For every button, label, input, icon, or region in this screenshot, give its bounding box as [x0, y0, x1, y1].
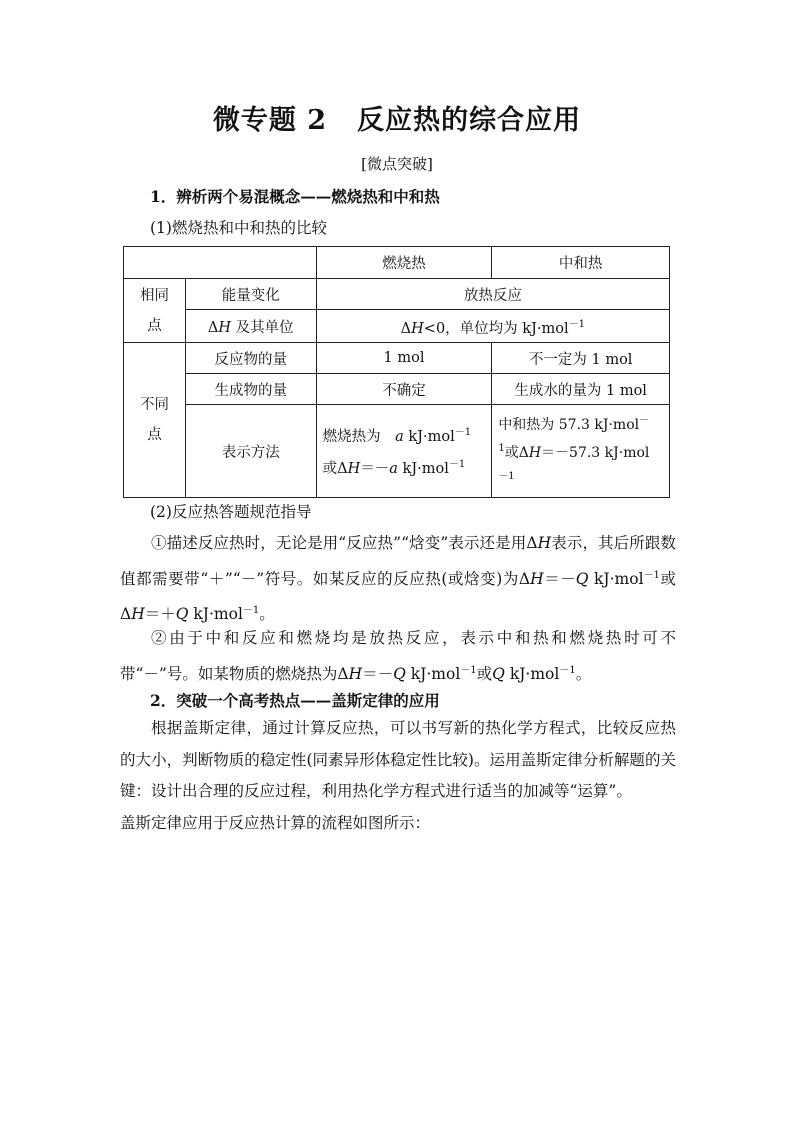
table-row [124, 310, 670, 343]
cell-dh-value: ΔH<0，单位均为 kJ·mol$^{-1}$ [316, 310, 669, 343]
table-header-neutral: 中和热 [492, 247, 670, 279]
section1-heading: 1．辨析两个易混概念——燃烧热和中和热 [150, 187, 440, 206]
paragraph-4: 盖斯定律应用于反应热计算的流程如图所示： [120, 813, 431, 832]
row-label-reactant: 反应物的量 [185, 343, 316, 374]
table-header-row [124, 247, 670, 279]
table-row [124, 405, 670, 498]
table-row [124, 343, 670, 374]
cell-expr-neutral: 中和热为 57.3 kJ·mol－ $^1$或ΔH＝－57.3 kJ·mol $^{-1}$ [492, 405, 670, 498]
group-same: 相同点 [124, 279, 186, 343]
page-title [0, 98, 794, 137]
cell-reactant-neutral: 不一定为 1 mol [492, 343, 670, 374]
row-label-product: 生成物的量 [185, 374, 316, 405]
table-row [124, 374, 670, 405]
cell-product-burn: 不确定 [316, 374, 492, 405]
section1-subheading: (1)燃烧热和中和热的比较 [150, 219, 327, 237]
comparison-table [123, 246, 670, 498]
section2-heading: 2．突破一个高考热点——盖斯定律的应用 [150, 691, 440, 710]
table-header-burn: 燃烧热 [316, 247, 492, 279]
title-part2: 反应热的综合应用 [357, 105, 582, 136]
group-diff: 不同点 [124, 343, 186, 498]
table-header-blank [124, 247, 317, 279]
title-part1: 微专题 2 [212, 105, 328, 136]
row-label-energy: 能量变化 [185, 279, 316, 310]
row-label-expr: 表示方法 [185, 405, 316, 498]
paragraph-1: ①描述反应热时，无论是用“反应热”“焓变”表示还是用ΔH表示，其后所跟数值都需要带“＋”“－”符号。如某反应的反应热(或焓变)为ΔH＝－Q kJ·mol$^{-1}$或ΔH＝＋Q kJ·mol$^{-1}$。 [120, 534, 676, 623]
paragraph-2: ②由于中和反应和燃烧均是放热反应，表示中和热和燃烧热时可不带“－”号。如某物质的燃烧热为ΔH＝－Q kJ·mol$^{-1}$或Q kJ·mol$^{-1}$。 [120, 629, 676, 683]
cell-product-neutral: 生成水的量为 1 mol [492, 374, 670, 405]
table-row [124, 279, 670, 310]
cell-expr-burn: 燃烧热为 a kJ·mol$^{-1}$ 或ΔH＝－a kJ·mol$^{-1}$ [316, 405, 492, 498]
section1-subheading-2: (2)反应热答题规范指导 [150, 503, 312, 521]
row-label-dh: ΔH 及其单位 [185, 310, 316, 343]
cell-energy-value: 放热反应 [316, 279, 669, 310]
paragraph-3: 根据盖斯定律，通过计算反应热，可以书写新的热化学方程式，比较反应热的大小，判断物质的稳定性(同素异形体稳定性比较)。运用盖斯定律分析解题的关键：设计出合理的反应过程，利用热化学方程式进行适当的加减等“运算”。 盖斯定律应用于反应热计算的流程如图所示： [120, 713, 676, 839]
cell-reactant-burn: 1 mol [316, 343, 492, 374]
section-label: [微点突破] [361, 155, 433, 173]
